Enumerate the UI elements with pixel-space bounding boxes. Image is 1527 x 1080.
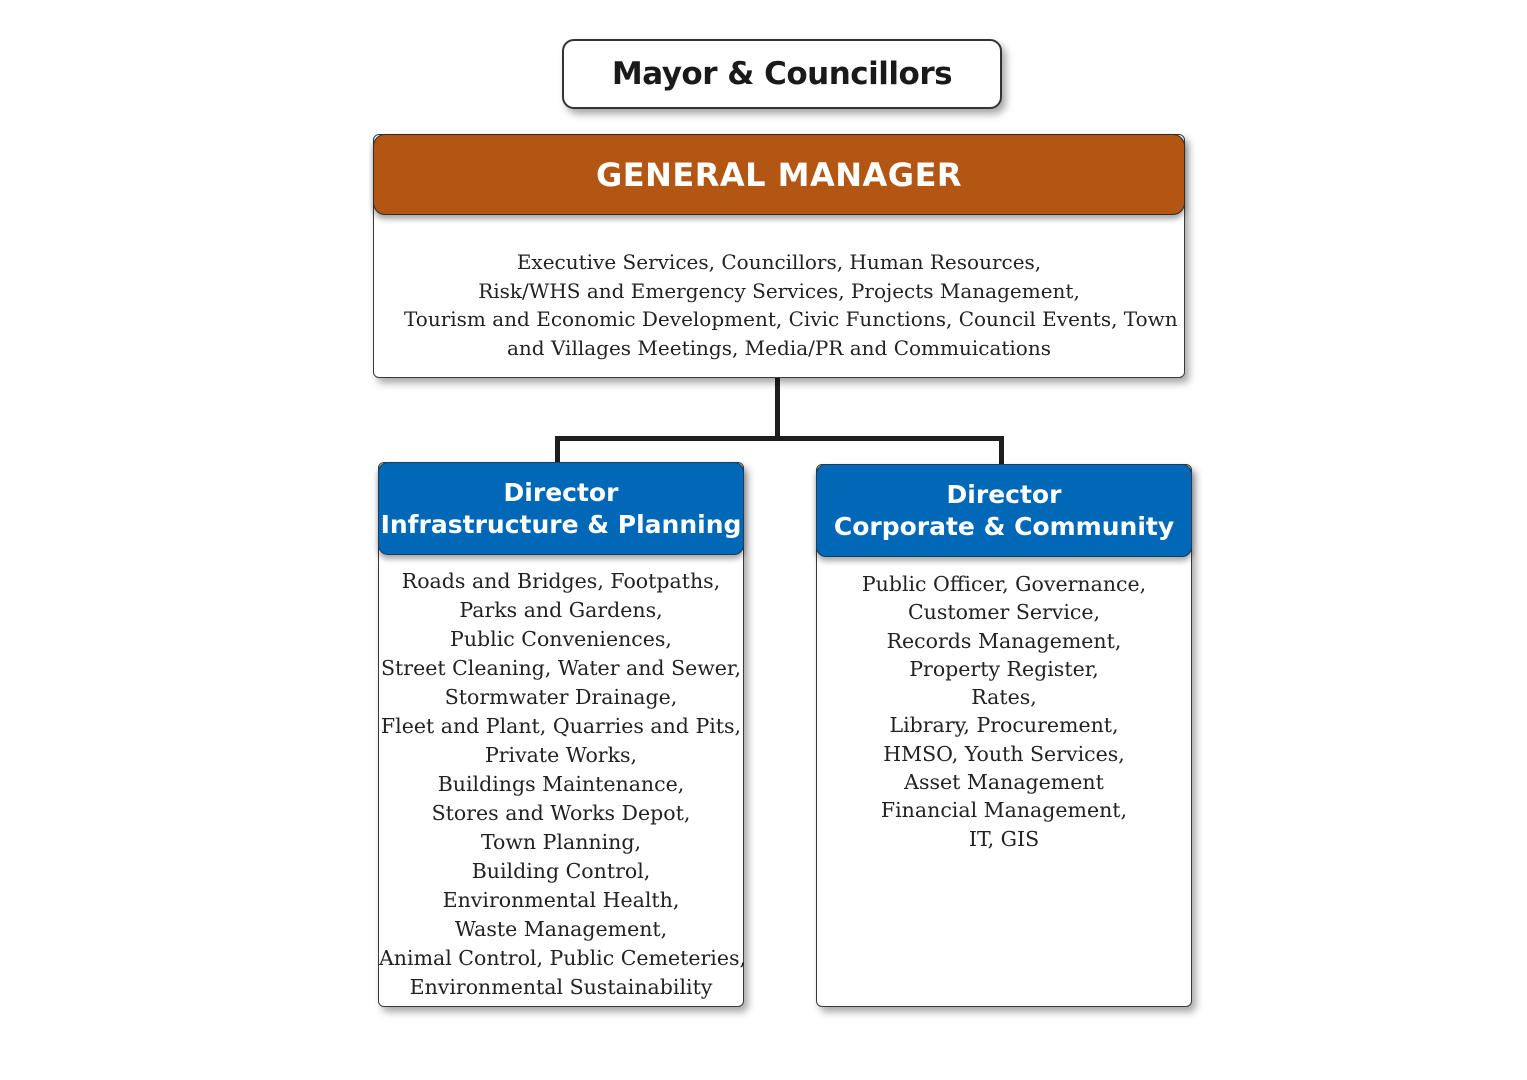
responsibility-line: Rates, — [971, 685, 1037, 710]
mayor-councillors-label: Mayor & Councillors — [611, 56, 953, 92]
director-infrastructure-header — [378, 462, 744, 555]
connector-to-corporate — [999, 436, 1004, 466]
responsibility-line: Customer Service, — [907, 600, 1101, 625]
responsibility-line: Public Conveniences, — [450, 627, 672, 651]
responsibility-line: Tourism and Economic Development, Civic Functions, Council Events, Town — [404, 307, 1178, 331]
responsibility-line: Parks and Gardens, — [459, 598, 663, 622]
connector-gm-down — [775, 377, 780, 440]
responsibility-line: Town Planning, — [480, 830, 642, 854]
responsibility-line: Waste Management, — [454, 917, 668, 941]
director-infrastructure-title-line2: Infrastructure & Planning — [380, 509, 742, 539]
general-manager-title: GENERAL MANAGER — [595, 155, 963, 194]
director-corporate-title-line1: Director — [946, 479, 1062, 509]
director-infrastructure-responsibilities — [379, 567, 747, 1002]
responsibility-line: Executive Services, Councillors, Human Resources, — [516, 250, 1042, 274]
responsibility-line: Environmental Sustainability — [409, 975, 713, 999]
responsibility-line: Building Control, — [471, 859, 651, 883]
responsibility-line: Asset Management — [904, 770, 1104, 795]
connector-horizontal — [555, 436, 1004, 441]
responsibility-line: Environmental Health, — [442, 888, 680, 912]
responsibility-line: Financial Management, — [880, 798, 1128, 823]
director-infrastructure-box — [378, 462, 747, 1007]
general-manager-header — [373, 134, 1185, 215]
responsibility-line: Roads and Bridges, Footpaths, — [401, 569, 721, 593]
director-infrastructure-title-line1: Director — [503, 477, 619, 507]
responsibility-line: Records Management, — [886, 628, 1122, 653]
responsibility-line: HMSO, Youth Services, — [883, 741, 1125, 766]
director-corporate-responsibilities — [817, 570, 1191, 853]
responsibility-line: IT, GIS — [968, 826, 1040, 851]
responsibility-line: Public Officer, Governance, — [861, 572, 1147, 596]
responsibility-line: Library, Procurement, — [889, 713, 1119, 738]
responsibility-line: Stores and Works Depot, — [431, 801, 691, 825]
responsibility-line: Property Register, — [909, 656, 1099, 681]
responsibility-line: Buildings Maintenance, — [437, 772, 685, 796]
responsibility-line: and Villages Meetings, Media/PR and Commuications — [507, 335, 1051, 360]
responsibility-line: Stormwater Drainage, — [444, 685, 678, 709]
responsibility-line: Street Cleaning, Water and Sewer, — [381, 656, 741, 680]
director-corporate-title-line2: Corporate & Community — [833, 511, 1175, 541]
general-manager-box — [373, 134, 1185, 378]
connector-to-infrastructure — [555, 436, 560, 464]
director-corporate-header — [816, 464, 1192, 557]
general-manager-responsibilities — [374, 248, 1184, 362]
responsibility-line: Animal Control, Public Cemeteries, — [379, 946, 747, 970]
responsibility-line: Private Works, — [484, 743, 638, 767]
responsibility-line: Fleet and Plant, Quarries and Pits, — [380, 714, 742, 738]
director-corporate-box — [816, 464, 1192, 1007]
responsibility-line: Risk/WHS and Emergency Services, Projects Management, — [478, 278, 1080, 303]
mayor-councillors-box — [562, 39, 1002, 109]
